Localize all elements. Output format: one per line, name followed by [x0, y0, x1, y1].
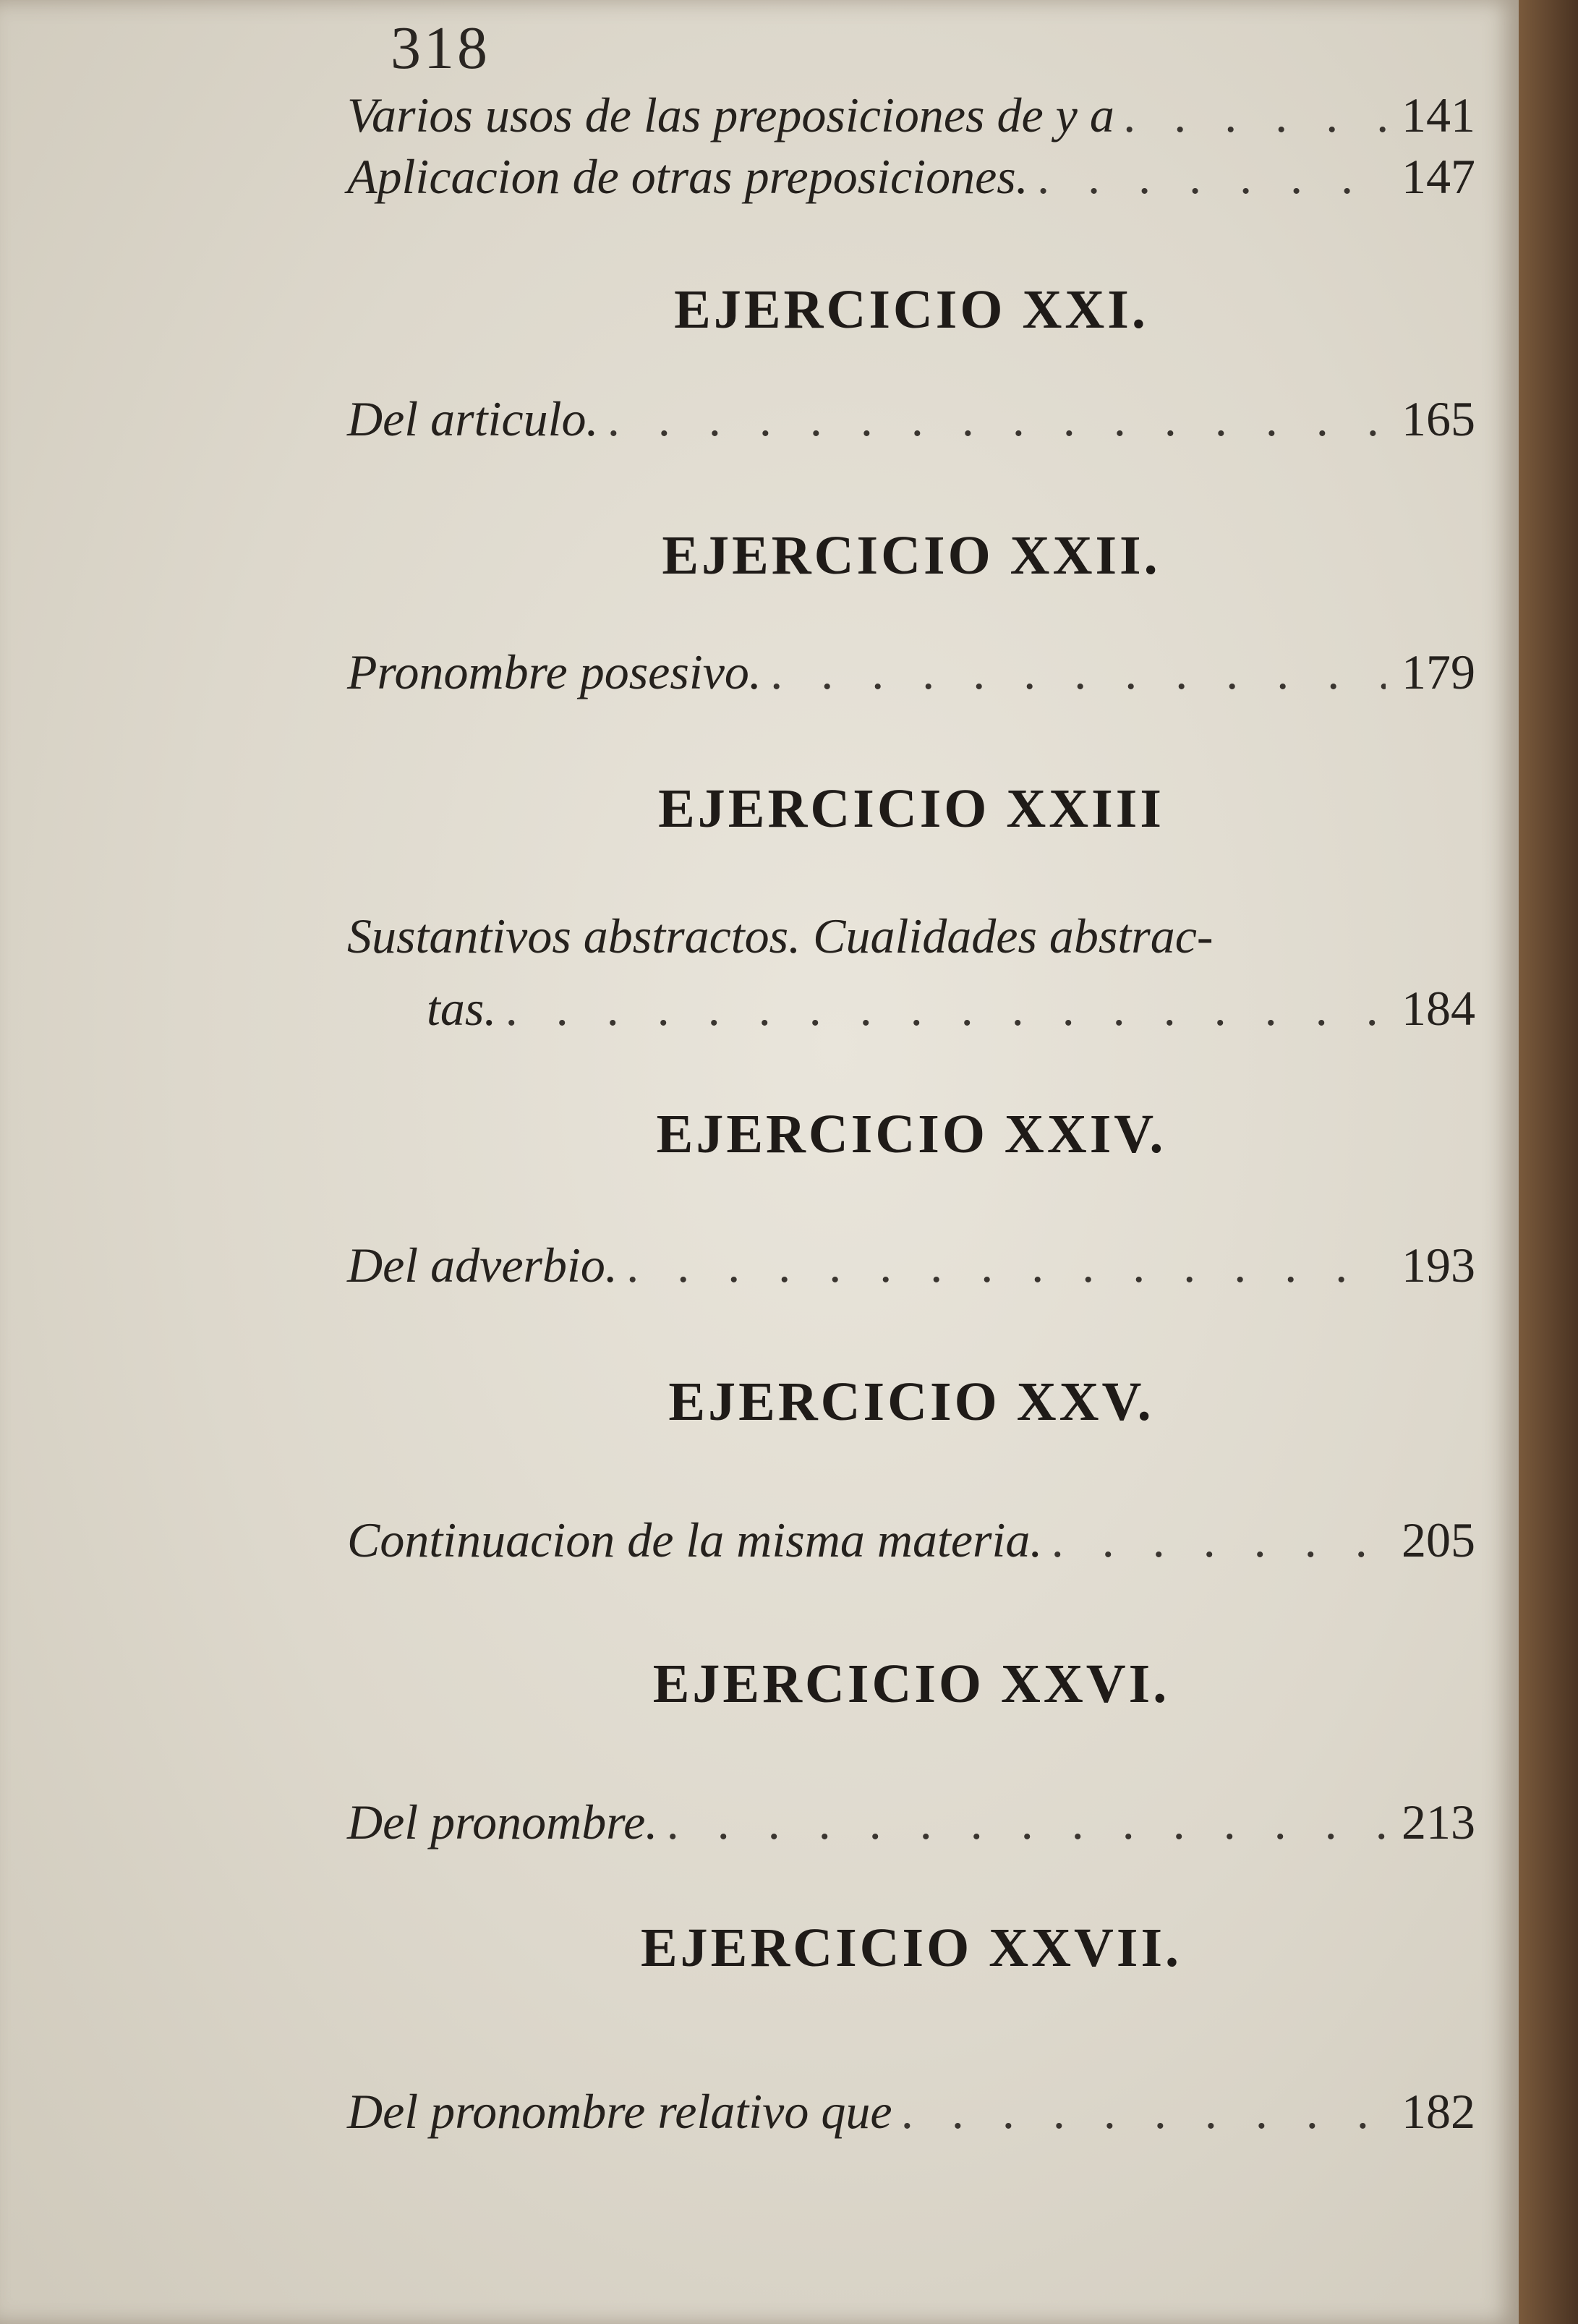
- leader-dots: [903, 2083, 1386, 2140]
- entry-page: 182: [1402, 2084, 1475, 2139]
- entry-page: 147: [1402, 149, 1475, 204]
- book-edge: [1519, 0, 1578, 2324]
- section-heading: EJERCICIO XXIV.: [656, 1104, 1167, 1165]
- leader-dots: [1052, 1512, 1386, 1569]
- toc-entry: [347, 644, 1475, 701]
- leader-dots: [609, 391, 1386, 448]
- entry-title-line1: Sustantivos abstractos. Cualidades abstrac-: [347, 908, 1214, 963]
- entry-title: Pronombre posesivo.: [347, 644, 762, 699]
- toc-entry: [347, 1237, 1475, 1294]
- section-heading: EJERCICIO XXVII.: [640, 1917, 1182, 1978]
- entry-title: Continuacion de la misma materia.: [347, 1512, 1043, 1567]
- entry-title: Aplicacion de otras preposiciones.: [347, 149, 1028, 204]
- toc-entry: [427, 980, 1475, 1037]
- toc-entry: [347, 2083, 1475, 2140]
- section-heading: EJERCICIO XXII.: [662, 525, 1161, 586]
- entry-page: 184: [1402, 981, 1475, 1036]
- section-heading: EJERCICIO XXI.: [674, 279, 1148, 340]
- toc-entry: [347, 87, 1475, 144]
- entry-title: Del pronombre.: [347, 1795, 658, 1850]
- leader-dots: [772, 644, 1386, 701]
- leader-dots: [628, 1237, 1386, 1294]
- leader-dots: [1125, 87, 1386, 144]
- entry-page: 141: [1402, 88, 1475, 142]
- page-number: 318: [391, 14, 490, 82]
- toc-entry: [347, 148, 1475, 205]
- section-heading: EJERCICIO XXVI.: [652, 1653, 1170, 1714]
- section-heading: EJERCICIO XXV.: [668, 1371, 1154, 1432]
- entry-page: 165: [1402, 391, 1475, 446]
- entry-page: 205: [1402, 1512, 1475, 1567]
- entry-title: Varios usos de las preposiciones de y a: [347, 88, 1114, 142]
- leader-dots: [668, 1794, 1386, 1851]
- entry-page: 213: [1402, 1795, 1475, 1850]
- leader-dots: [506, 980, 1386, 1037]
- toc-entry: [347, 391, 1475, 448]
- entry-title: Del articulo.: [347, 391, 599, 446]
- section-heading: EJERCICIO XXIII: [658, 778, 1164, 839]
- entry-title: Del pronombre relativo que: [347, 2084, 892, 2139]
- entry-title: Del adverbio.: [347, 1238, 618, 1293]
- entry-page: 179: [1402, 644, 1475, 699]
- entry-title-line2: tas.: [427, 981, 497, 1036]
- toc-entry: [347, 1794, 1475, 1851]
- leader-dots: [1039, 148, 1386, 205]
- toc-entry: [347, 1512, 1475, 1569]
- entry-page: 193: [1402, 1238, 1475, 1293]
